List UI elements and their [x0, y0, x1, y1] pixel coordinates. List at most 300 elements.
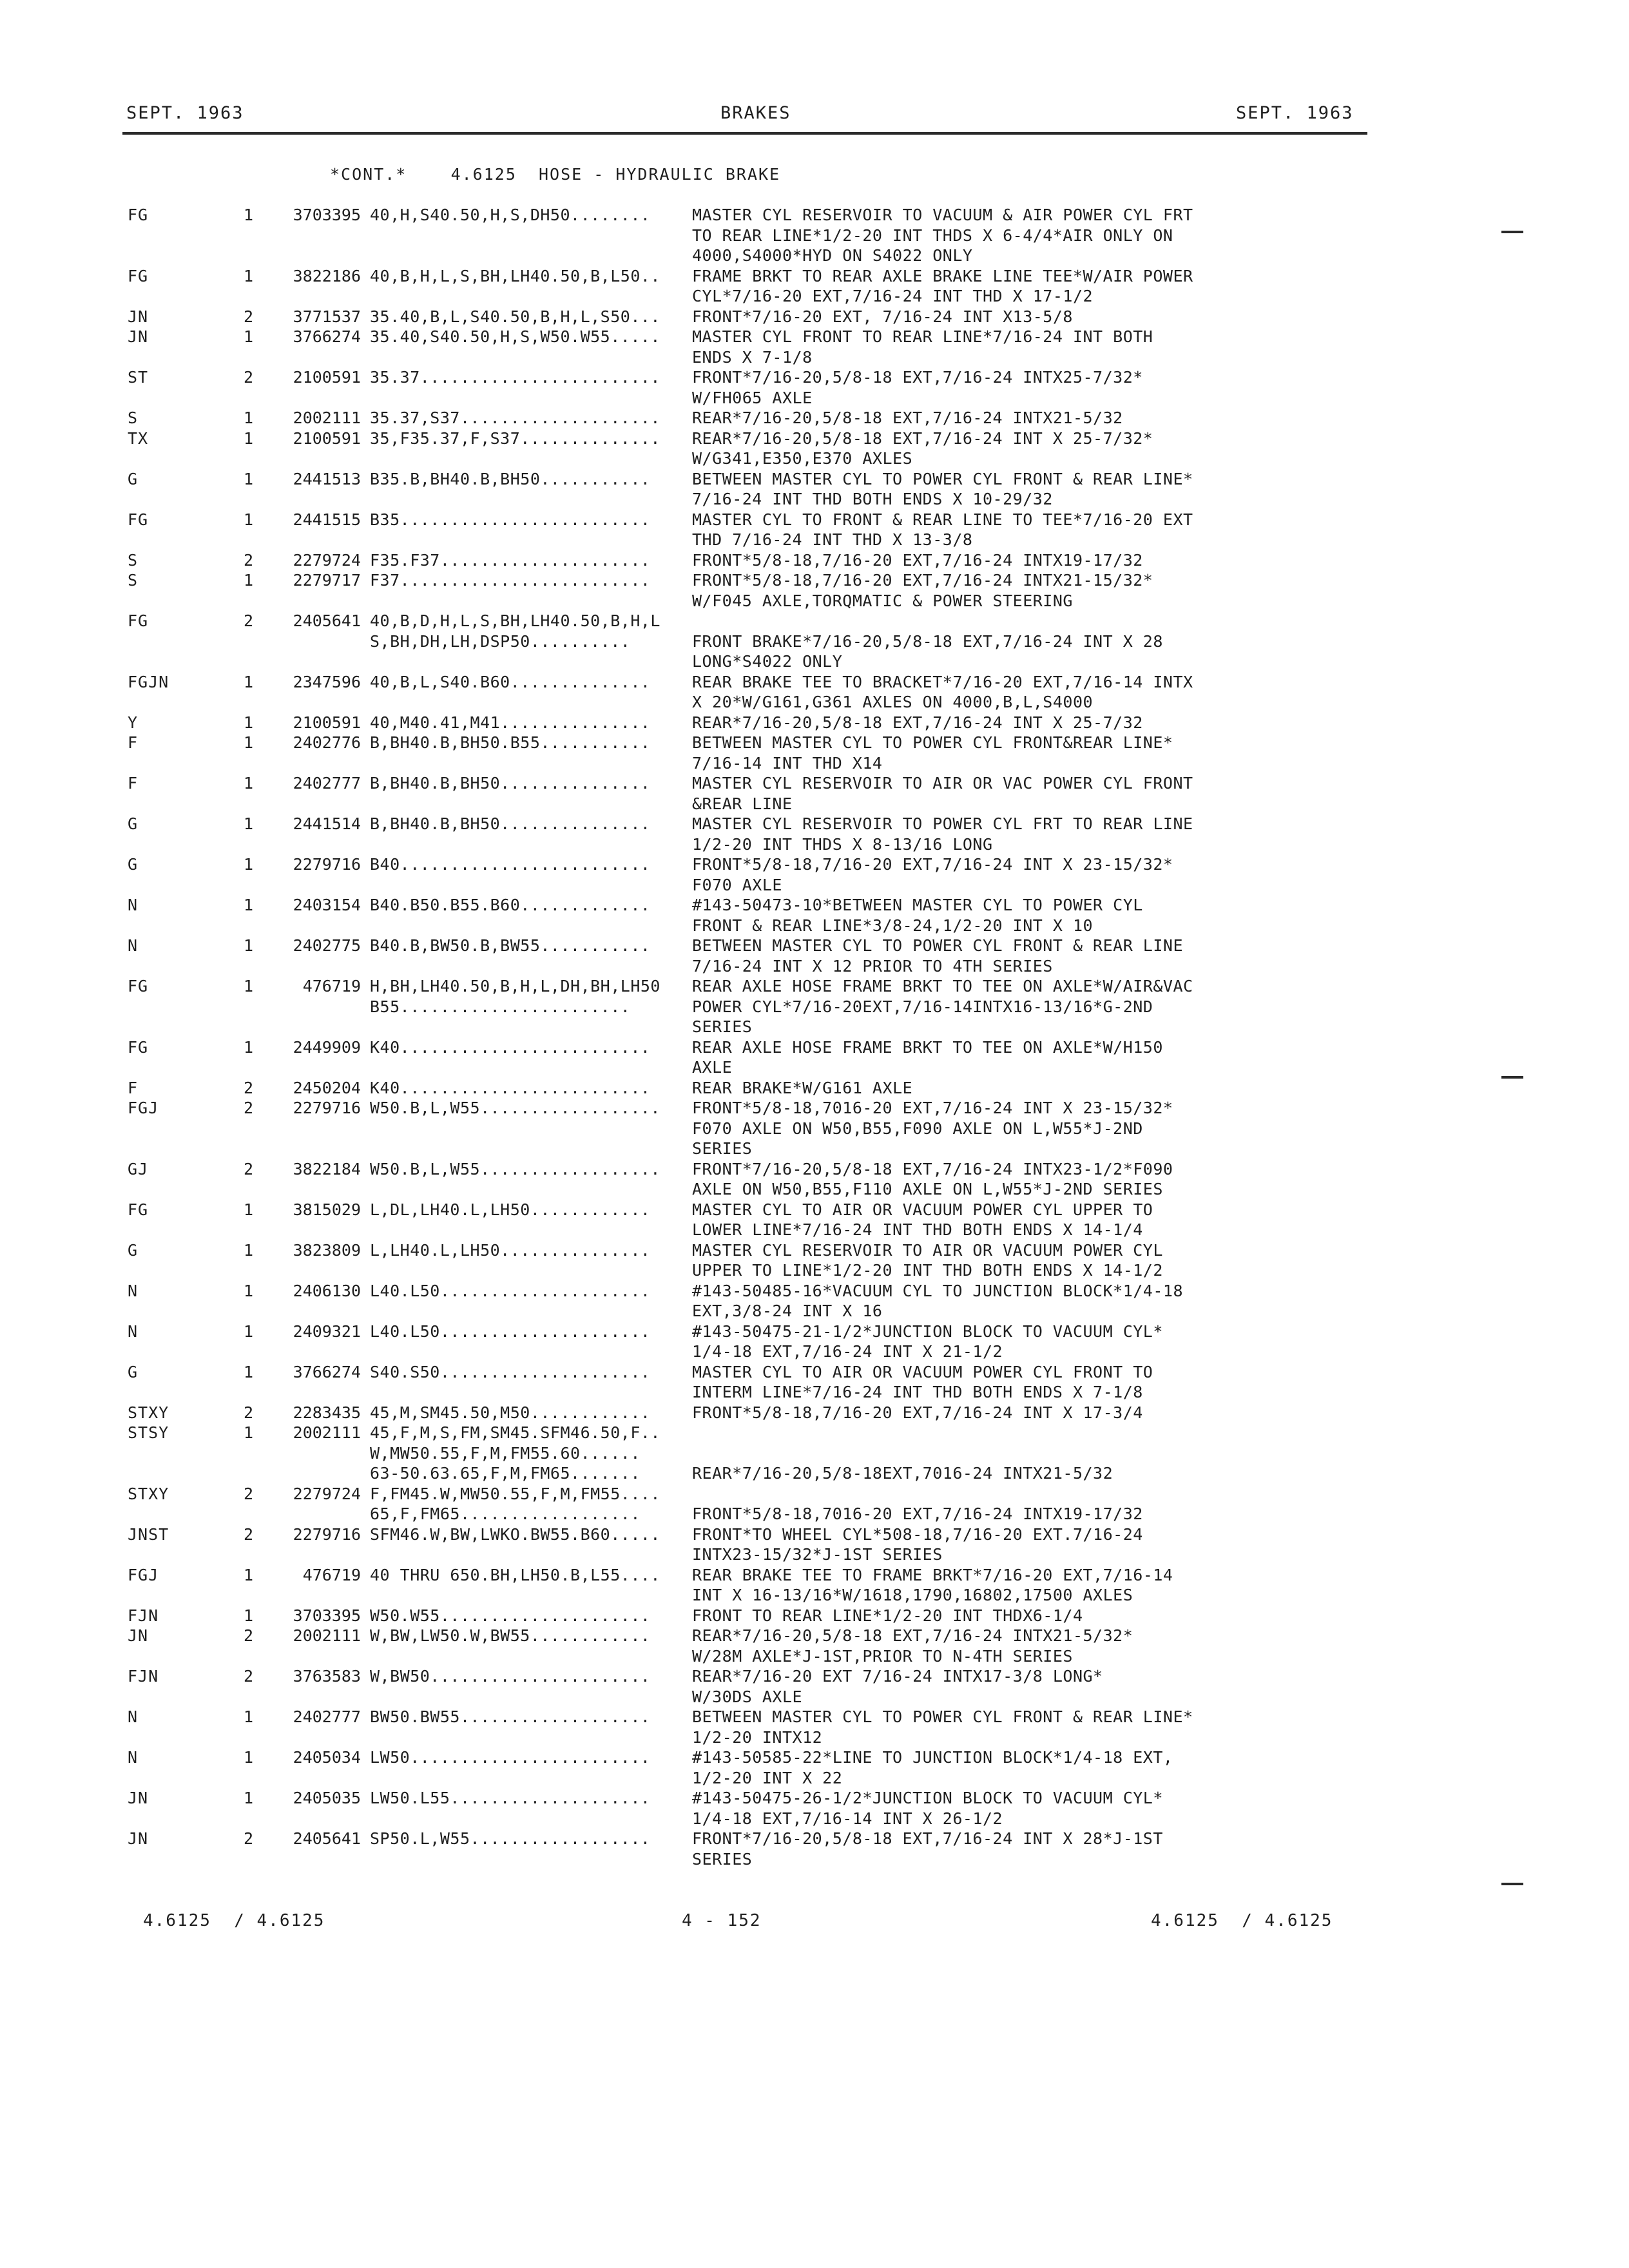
row-models — [370, 1727, 692, 1748]
row-description: F070 AXLE ON W50,B55,F090 AXLE ON L,W55*J-2ND — [692, 1119, 1143, 1138]
row-description: F070 AXLE — [692, 875, 782, 894]
table-row — [128, 631, 1371, 652]
row-code: FG — [128, 206, 149, 224]
row-code: F — [128, 733, 139, 752]
row-code: JN — [128, 1829, 149, 1848]
row-models: B,BH40.B,BH50............... — [370, 774, 651, 793]
table-row — [128, 1707, 1371, 1727]
row-code: FJN — [128, 1606, 159, 1625]
row-models: 35.37........................ — [370, 368, 660, 387]
row-part-number — [264, 753, 370, 774]
row-description: FRONT*5/8-18,7/16-20 EXT,7/16-24 INTX21-15/32* — [692, 571, 1153, 590]
row-code: FGJN — [128, 672, 169, 691]
header-date-left: SEPT. 1963 — [126, 103, 244, 123]
row-models — [370, 651, 692, 672]
row-description: FRONT*7/16-20,5/8-18 EXT,7/16-24 INT X 28*J-1ST — [692, 1829, 1163, 1848]
row-qty: 1 — [244, 713, 254, 732]
row-code — [128, 1687, 244, 1707]
row-code — [128, 286, 244, 307]
row-description: EXT,3/8-24 INT X 16 — [692, 1302, 883, 1320]
row-code — [128, 1260, 244, 1281]
row-models: B40.B,BW50.B,BW55........... — [370, 936, 651, 955]
row-qty: 1 — [244, 855, 254, 874]
table-row — [128, 1260, 1371, 1281]
footer-ref-right: 4.6125 / 4.6125 — [1151, 1911, 1333, 1930]
row-qty — [244, 286, 264, 307]
table-row — [128, 307, 1371, 327]
table-row — [128, 692, 1371, 713]
row-qty: 2 — [244, 1403, 254, 1422]
footer-ref-left: 4.6125 / 4.6125 — [143, 1911, 325, 1930]
row-part-number — [264, 1585, 370, 1606]
row-qty — [244, 1687, 264, 1707]
row-description: ENDS X 7-1/8 — [692, 347, 813, 367]
table-row — [128, 1078, 1371, 1099]
row-qty: 1 — [244, 1362, 254, 1381]
row-description: #143-50585-22*LINE TO JUNCTION BLOCK*1/4-18 EXT, — [692, 1748, 1173, 1767]
table-row — [128, 1240, 1371, 1261]
row-models — [370, 1585, 692, 1606]
row-models — [370, 1687, 692, 1707]
table-row — [128, 713, 1371, 733]
table-row — [128, 1119, 1371, 1139]
row-part-number — [264, 916, 370, 936]
row-models: 35.40,B,L,S40.50,B,H,L,S50... — [370, 307, 660, 326]
row-code — [128, 1504, 244, 1524]
row-code: S — [128, 571, 139, 590]
row-code: S — [128, 550, 139, 570]
row-qty — [244, 1504, 264, 1524]
row-models: B35.B,BH40.B,BH50........... — [370, 469, 651, 488]
row-models: W,BW,LW50.W,BW55............ — [370, 1626, 651, 1645]
row-qty: 1 — [244, 327, 254, 346]
row-models — [370, 692, 692, 713]
row-models: S,BH,DH,LH,DSP50.......... — [370, 631, 631, 651]
row-description: 4000,S4000*HYD ON S4022 ONLY — [692, 246, 973, 265]
row-qty — [244, 1220, 264, 1240]
row-qty: 1 — [244, 896, 254, 914]
row-part-number — [264, 226, 370, 246]
row-qty — [244, 1585, 264, 1606]
row-part-number — [264, 489, 370, 510]
row-description: SERIES — [692, 1849, 753, 1869]
row-models — [370, 448, 692, 469]
table-row — [128, 1768, 1371, 1789]
row-description: 7/16-24 INT X 12 PRIOR TO 4TH SERIES — [692, 956, 1053, 975]
row-code — [128, 226, 244, 246]
table-row — [128, 327, 1371, 347]
row-qty — [244, 1443, 264, 1464]
row-description: 7/16-24 INT THD BOTH ENDS X 10-29/32 — [692, 490, 1053, 508]
table-row — [128, 1321, 1371, 1342]
row-code: FGJ — [128, 1099, 159, 1117]
table-row — [128, 672, 1371, 693]
table-row — [128, 408, 1371, 428]
row-part-number — [264, 1809, 370, 1829]
row-models — [370, 916, 692, 936]
table-row — [128, 611, 1371, 631]
row-qty — [244, 875, 264, 896]
row-qty — [244, 631, 264, 652]
table-row — [128, 388, 1371, 408]
row-part-number — [264, 1727, 370, 1748]
row-models — [370, 286, 692, 307]
row-qty: 1 — [244, 1707, 254, 1726]
row-part-number — [264, 1768, 370, 1789]
row-models: F35.F37..................... — [370, 550, 651, 570]
table-row — [128, 1179, 1371, 1200]
row-code — [128, 245, 244, 266]
row-code — [128, 1443, 244, 1464]
row-qty — [244, 591, 264, 611]
row-qty: 1 — [244, 977, 254, 995]
row-description: UPPER TO LINE*1/2-20 INT THD BOTH ENDS X 14-1/2 — [692, 1261, 1163, 1280]
row-qty: 2 — [244, 307, 254, 326]
row-part-number: 2347596 — [293, 672, 361, 691]
table-row — [128, 570, 1371, 591]
row-code: JNST — [128, 1524, 169, 1544]
row-code: JN — [128, 1626, 149, 1645]
row-description: MASTER CYL RESERVOIR TO AIR OR VACUUM POWER CYL — [692, 1240, 1163, 1260]
row-qty — [244, 1057, 264, 1078]
row-description — [692, 1443, 1311, 1464]
row-description — [692, 611, 1311, 631]
row-description: REAR BRAKE*W/G161 AXLE — [692, 1078, 913, 1097]
row-description: REAR BRAKE TEE TO BRACKET*7/16-20 EXT,7/16-14 INTX — [692, 672, 1193, 691]
row-qty — [244, 1849, 264, 1870]
margin-mark — [1501, 231, 1523, 233]
row-models — [370, 1017, 692, 1037]
row-qty — [244, 794, 264, 814]
row-models: L,LH40.L,LH50............... — [370, 1240, 651, 1260]
row-code — [128, 1585, 244, 1606]
row-qty — [244, 1260, 264, 1281]
table-row — [128, 245, 1371, 266]
row-qty — [244, 388, 264, 408]
row-description: POWER CYL*7/16-20EXT,7/16-14INTX16-13/16*G-2ND — [692, 997, 1153, 1016]
row-code — [128, 1849, 244, 1870]
row-part-number — [264, 794, 370, 814]
row-qty — [244, 916, 264, 936]
table-row — [128, 1524, 1371, 1545]
margin-mark — [1501, 1883, 1523, 1885]
table-row — [128, 1606, 1371, 1626]
row-description: #143-50475-21-1/2*JUNCTION BLOCK TO VACUUM CYL* — [692, 1321, 1163, 1341]
table-row — [128, 976, 1371, 997]
row-qty: 2 — [244, 1667, 254, 1686]
row-description: MASTER CYL FRONT TO REAR LINE*7/16-24 INT BOTH — [692, 327, 1153, 346]
table-row — [128, 1727, 1371, 1748]
row-models — [370, 1382, 692, 1403]
row-code: Y — [128, 713, 139, 732]
row-models — [370, 347, 692, 368]
row-description: INTX23-15/32*J-1ST SERIES — [692, 1545, 943, 1564]
table-row — [128, 550, 1371, 571]
row-qty: 1 — [244, 408, 254, 427]
row-part-number: 2002111 — [293, 408, 361, 427]
row-models: W50.W55..................... — [370, 1606, 651, 1625]
row-code: JN — [128, 327, 149, 346]
row-qty — [244, 1179, 264, 1200]
table-row — [128, 1057, 1371, 1078]
row-description: MASTER CYL TO AIR OR VACUUM POWER CYL FRONT TO — [692, 1362, 1153, 1381]
row-description — [692, 1484, 1311, 1504]
row-models: SP50.L,W55.................. — [370, 1829, 651, 1848]
table-row — [128, 1463, 1371, 1484]
row-models — [370, 875, 692, 896]
row-code — [128, 1544, 244, 1565]
table-row — [128, 916, 1371, 936]
table-row — [128, 205, 1371, 226]
header-section: BRAKES — [720, 103, 791, 123]
row-code — [128, 875, 244, 896]
row-part-number: 2402775 — [293, 936, 361, 955]
row-models: F37......................... — [370, 571, 651, 590]
row-description: FRONT*TO WHEEL CYL*508-18,7/16-20 EXT.7/16-24 — [692, 1524, 1143, 1544]
table-row — [128, 1403, 1371, 1423]
row-qty: 1 — [244, 814, 254, 833]
row-qty: 1 — [244, 774, 254, 793]
row-models: SFM46.W,BW,LWKO.BW55.B60..... — [370, 1524, 660, 1544]
row-part-number — [264, 834, 370, 855]
row-qty — [244, 692, 264, 713]
table-row — [128, 1159, 1371, 1180]
row-models: B40......................... — [370, 855, 651, 874]
row-models — [370, 1260, 692, 1281]
row-models: K40......................... — [370, 1078, 651, 1097]
row-qty — [244, 997, 264, 1017]
table-row — [128, 1504, 1371, 1524]
row-code — [128, 530, 244, 550]
row-models — [370, 956, 692, 977]
table-row — [128, 854, 1371, 875]
row-description: REAR*7/16-20 EXT 7/16-24 INTX17-3/8 LONG* — [692, 1667, 1103, 1686]
row-part-number: 2450204 — [293, 1078, 361, 1097]
row-models: 45,F,M,S,FM,SM45.SFM46.50,F.. — [370, 1423, 660, 1442]
row-description: AXLE — [692, 1058, 733, 1077]
row-description: FRONT*5/8-18,7/16-20 EXT,7/16-24 INT X 23-15/32* — [692, 855, 1173, 874]
row-models — [370, 388, 692, 408]
row-qty: 1 — [244, 733, 254, 752]
header-date-right: SEPT. 1963 — [1236, 103, 1354, 123]
table-row — [128, 1200, 1371, 1220]
row-code — [128, 794, 244, 814]
row-code — [128, 834, 244, 855]
row-qty: 2 — [244, 368, 254, 387]
row-qty — [244, 651, 264, 672]
table-row — [128, 1139, 1371, 1159]
row-description: W/FH065 AXLE — [692, 388, 813, 407]
row-models: K40......................... — [370, 1037, 651, 1057]
row-part-number: 2403154 — [293, 896, 361, 914]
row-models — [370, 591, 692, 611]
row-qty: 2 — [244, 1099, 254, 1117]
row-models: 40,B,L,S40.B60.............. — [370, 672, 651, 691]
table-row — [128, 1484, 1371, 1504]
row-part-number — [264, 1504, 370, 1524]
row-code — [128, 1179, 244, 1200]
row-part-number — [264, 448, 370, 469]
row-models: 40,B,D,H,L,S,BH,LH40.50,B,H,L — [370, 611, 660, 630]
row-qty — [244, 530, 264, 550]
row-description: BETWEEN MASTER CYL TO POWER CYL FRONT&REAR LINE* — [692, 733, 1173, 752]
row-description: X 20*W/G161,G361 AXLES ON 4000,B,L,S4000 — [692, 693, 1094, 711]
row-code: FJN — [128, 1667, 159, 1686]
row-part-number — [264, 1139, 370, 1159]
row-description: AXLE ON W50,B55,F110 AXLE ON L,W55*J-2ND SERIES — [692, 1180, 1163, 1198]
row-part-number — [264, 1119, 370, 1139]
row-models — [370, 1768, 692, 1789]
row-part-number: 2279724 — [293, 1484, 361, 1503]
row-code — [128, 1301, 244, 1321]
row-models: 40,H,S40.50,H,S,DH50........ — [370, 206, 651, 224]
row-code — [128, 591, 244, 611]
row-code: GJ — [128, 1159, 149, 1178]
row-part-number: 2279716 — [293, 855, 361, 874]
row-description: FRONT*7/16-20 EXT, 7/16-24 INT X13-5/8 — [692, 307, 1073, 326]
row-models — [370, 1544, 692, 1565]
row-description: 1/4-18 EXT,7/16-24 INT X 21-1/2 — [692, 1342, 1003, 1361]
row-description: FRONT BRAKE*7/16-20,5/8-18 EXT,7/16-24 INT X 28 — [692, 631, 1163, 651]
table-row — [128, 530, 1371, 550]
row-part-number: 2449909 — [293, 1037, 361, 1057]
row-models: W,BW50...................... — [370, 1667, 651, 1686]
table-row — [128, 1565, 1371, 1586]
section-title: *CONT.* 4.6125 HOSE - HYDRAULIC BRAKE — [330, 165, 781, 184]
row-description: FRONT*7/16-20,5/8-18 EXT,7/16-24 INTX23-1/2*F090 — [692, 1159, 1173, 1178]
row-description: FRONT*5/8-18,7016-20 EXT,7/16-24 INT X 23-15/32* — [692, 1099, 1173, 1117]
row-models — [370, 1301, 692, 1321]
row-description: W/G341,E350,E370 AXLES — [692, 449, 913, 468]
row-models — [370, 1057, 692, 1078]
row-models — [370, 753, 692, 774]
row-part-number — [264, 997, 370, 1017]
row-code: N — [128, 936, 139, 955]
row-code: FG — [128, 1200, 149, 1219]
row-part-number — [264, 1382, 370, 1403]
row-description: #143-50475-26-1/2*JUNCTION BLOCK TO VACUUM CYL* — [692, 1789, 1163, 1807]
row-description — [692, 1423, 1311, 1443]
table-row — [128, 875, 1371, 896]
row-description: FRAME BRKT TO REAR AXLE BRAKE LINE TEE*W/AIR POWER — [692, 266, 1193, 285]
row-models: F,FM45.W,MW50.55,F,M,FM55.... — [370, 1484, 660, 1503]
row-description: REAR AXLE HOSE FRAME BRKT TO TEE ON AXLE*W/AIR&VAC — [692, 977, 1193, 995]
row-qty: 1 — [244, 1606, 254, 1625]
row-code — [128, 692, 244, 713]
row-description: REAR*7/16-20,5/8-18 EXT,7/16-24 INTX21-5/32* — [692, 1626, 1133, 1645]
row-part-number: 2402777 — [293, 1707, 361, 1726]
row-part-number — [264, 956, 370, 977]
row-description: FRONT*5/8-18,7016-20 EXT,7/16-24 INTX19-17/32 — [692, 1504, 1143, 1523]
row-models: 40,M40.41,M41............... — [370, 713, 651, 732]
row-code: FG — [128, 510, 149, 529]
row-part-number: 2406130 — [293, 1281, 361, 1300]
row-qty — [244, 956, 264, 977]
row-qty — [244, 1382, 264, 1403]
row-description: MASTER CYL RESERVOIR TO POWER CYL FRT TO REAR LINE — [692, 814, 1193, 833]
row-qty — [244, 1809, 264, 1829]
row-description: THD 7/16-24 INT THD X 13-3/8 — [692, 530, 973, 549]
row-code: G — [128, 814, 139, 833]
row-description: FRONT TO REAR LINE*1/2-20 INT THDX6-1/4 — [692, 1606, 1083, 1625]
row-part-number: 2283435 — [293, 1403, 361, 1422]
row-code: G — [128, 1240, 139, 1260]
row-part-number: 2100591 — [293, 713, 361, 732]
row-qty — [244, 1017, 264, 1037]
row-qty: 1 — [244, 428, 254, 448]
row-qty — [244, 1341, 264, 1362]
row-qty — [244, 226, 264, 246]
row-qty: 1 — [244, 1565, 254, 1584]
row-description: LOWER LINE*7/16-24 INT THD BOTH ENDS X 14-1/4 — [692, 1220, 1143, 1239]
row-models — [370, 1179, 692, 1200]
table-row — [128, 773, 1371, 794]
row-code — [128, 1809, 244, 1829]
row-qty — [244, 448, 264, 469]
table-row — [128, 1666, 1371, 1687]
row-models: B,BH40.B,BH50.B55........... — [370, 733, 651, 752]
row-code: FG — [128, 266, 149, 285]
row-part-number — [264, 388, 370, 408]
row-part-number — [264, 651, 370, 672]
row-models — [370, 1220, 692, 1240]
row-qty: 1 — [244, 1240, 254, 1260]
row-models: L40.L50..................... — [370, 1281, 651, 1300]
row-models — [370, 1646, 692, 1667]
row-part-number — [264, 1179, 370, 1200]
row-code: N — [128, 1707, 139, 1726]
row-code — [128, 1463, 244, 1484]
row-description: #143-50485-16*VACUUM CYL TO JUNCTION BLOCK*1/4-18 — [692, 1281, 1184, 1300]
row-part-number: 3766274 — [293, 327, 361, 346]
row-part-number — [264, 1220, 370, 1240]
table-row — [128, 1301, 1371, 1321]
table-row — [128, 286, 1371, 307]
row-models: BW50.BW55................... — [370, 1707, 651, 1726]
row-part-number — [264, 530, 370, 550]
row-part-number: 2405641 — [293, 1829, 361, 1848]
row-part-number: 3766274 — [293, 1362, 361, 1381]
row-part-number — [264, 1443, 370, 1464]
row-part-number — [264, 692, 370, 713]
row-qty: 1 — [244, 1748, 254, 1767]
row-part-number: 3771537 — [293, 307, 361, 326]
row-description: REAR*7/16-20,5/8-18 EXT,7/16-24 INT X 25-7/32 — [692, 713, 1143, 732]
table-row — [128, 489, 1371, 510]
row-part-number: 2279717 — [293, 571, 361, 590]
header-rule — [122, 132, 1367, 135]
table-row — [128, 226, 1371, 246]
row-models: 35,F35.37,F,S37.............. — [370, 428, 660, 448]
row-qty: 2 — [244, 1159, 254, 1178]
row-qty: 1 — [244, 571, 254, 590]
row-description: 7/16-14 INT THD X14 — [692, 753, 883, 773]
row-qty — [244, 1463, 264, 1484]
row-qty: 1 — [244, 1423, 254, 1442]
table-row — [128, 1341, 1371, 1362]
row-qty — [244, 347, 264, 368]
row-models: B55....................... — [370, 997, 631, 1016]
table-row — [128, 956, 1371, 977]
row-part-number: 2441515 — [293, 510, 361, 529]
row-part-number: 2409321 — [293, 1321, 361, 1341]
row-models: B,BH40.B,BH50............... — [370, 814, 651, 833]
row-part-number — [264, 1017, 370, 1037]
row-part-number: 2441513 — [293, 469, 361, 488]
row-part-number — [264, 1646, 370, 1667]
table-row — [128, 1849, 1371, 1870]
row-code — [128, 1017, 244, 1037]
